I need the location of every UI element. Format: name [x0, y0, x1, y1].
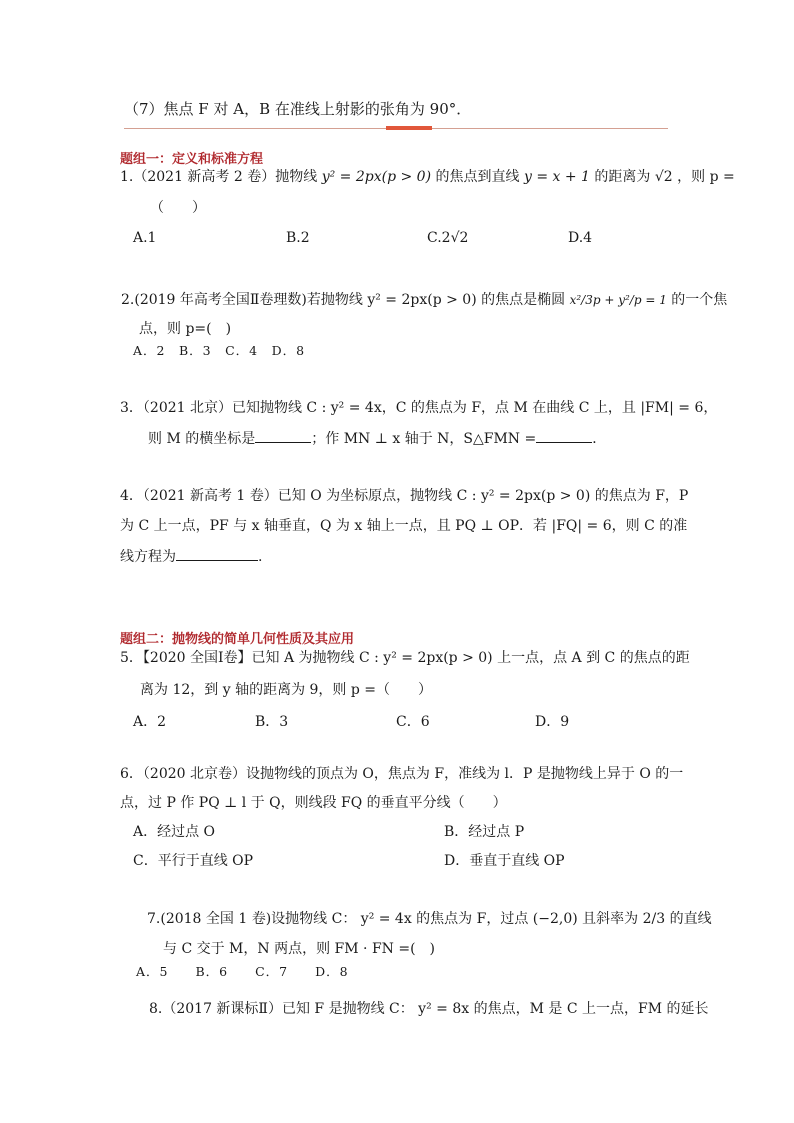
question-2-line-2: 点，则 p=( ) — [139, 321, 232, 337]
answer-blank-3 — [176, 546, 258, 561]
q6-option-b: B．经过点 P — [444, 824, 525, 840]
q1-option-c: C.2√2 — [427, 230, 469, 246]
question-1-bracket: （ ） — [150, 200, 206, 216]
group1-heading: 题组一：定义和标准方程 — [120, 152, 264, 167]
q5-option-d: D．9 — [535, 714, 570, 730]
answer-blank-1 — [255, 428, 311, 443]
q6-option-a: A．经过点 O — [133, 824, 216, 840]
q6-option-c: C．平行于直线 OP — [133, 853, 254, 869]
question-7-line-1: 7.(2018 全国 1 卷)设抛物线 C： y² = 4x 的焦点为 F，过点 (−2,0) 且斜率为 2/3 的直线 — [147, 911, 712, 927]
q7-options: A．5 B．6 C．7 D．8 — [136, 964, 349, 979]
question-7-line-2: 与 C 交于 M，N 两点，则 FM · FN =( ) — [163, 941, 436, 957]
intro-property-line: （7）焦点 F 对 A，B 在准线上射影的张角为 90°． — [124, 100, 472, 118]
q1-option-d: D.4 — [568, 230, 593, 246]
question-3-line-1: 3．（2021 北京）已知抛物线 C : y² = 4x，C 的焦点为 F，点 M 在曲线 C 上，且 |FM| = 6， — [120, 400, 718, 416]
q1-option-a: A.1 — [133, 230, 157, 246]
question-4-line-1: 4．（2021 新高考 1 卷）已知 O 为坐标原点，抛物线 C : y² = 2px(p > 0) 的焦点为 F，P — [120, 488, 689, 504]
question-1: 1.（2021 新高考 2 卷）抛物线 y² = 2px(p > 0) 的焦点到直线 y = x + 1 的距离为 √2 ，则 p = — [120, 169, 735, 185]
q6-option-d: D．垂直于直线 OP — [444, 853, 565, 869]
question-4-line-2: 为 C 上一点，PF 与 x 轴垂直，Q 为 x 轴上一点，且 PQ ⊥ OP．若 |FQ| = 6，则 C 的准 — [120, 518, 688, 534]
question-2-line-1: 2.(2019 年高考全国Ⅱ卷理数)若抛物线 y² = 2px(p > 0) 的焦点是椭圆 x²/3p + y²/p = 1 的一个焦 — [121, 292, 728, 308]
question-5-line-2: 离为 12，到 y 轴的距离为 9，则 p =（ ） — [140, 682, 433, 698]
question-6-line-1: 6．（2020 北京卷）设抛物线的顶点为 O，焦点为 F，准线为 l．P 是抛物线上异于 O 的一 — [120, 766, 684, 782]
question-5-line-1: 5．【2020 全国Ⅰ卷】已知 A 为抛物线 C : y² = 2px(p > 0) 上一点，点 A 到 C 的焦点的距 — [120, 650, 690, 666]
question-4-line-3: 线方程为 . — [120, 546, 262, 567]
q5-option-b: B．3 — [255, 714, 289, 730]
q5-option-c: C．6 — [396, 714, 430, 730]
q1-option-b: B.2 — [286, 230, 310, 246]
question-3-line-2: 则 M 的横坐标是 ；作 MN ⊥ x 轴于 N，S△FMN = ． — [148, 428, 606, 449]
divider-accent — [386, 126, 432, 130]
q5-option-a: A．2 — [133, 714, 167, 730]
group2-heading: 题组二：抛物线的简单几何性质及其应用 — [120, 632, 355, 647]
question-6-line-2: 点，过 P 作 PQ ⊥ l 于 Q，则线段 FQ 的垂直平分线（ ） — [120, 795, 507, 811]
q2-options: A．2 B．3 C．4 D．8 — [133, 343, 306, 358]
answer-blank-2 — [536, 428, 592, 443]
question-8-line-1: 8.（2017 新课标Ⅱ）已知 F 是抛物线 C： y² = 8x 的焦点，M 是 C 上一点，FM 的延长 — [149, 1001, 709, 1017]
